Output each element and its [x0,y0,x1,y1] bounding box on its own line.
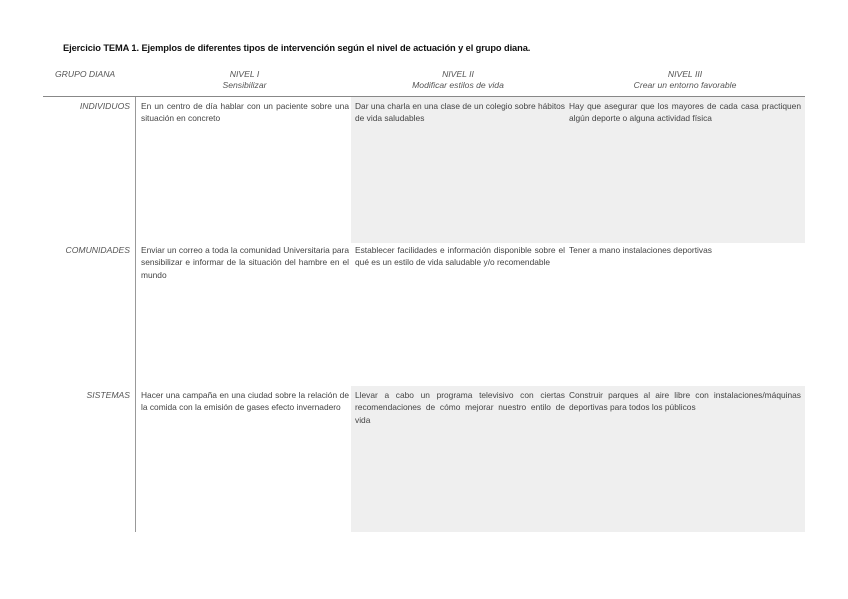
cell-comunidades-nivel-2: Establecer facilidades e información disponible sobre el qué es un estilo de vida saludable y/o recomendable [355,245,565,268]
document-title: Ejercicio TEMA 1. Ejemplos de diferentes tipos de intervención según el nivel de actuación y el grupo diana. [63,43,531,53]
cell-sistemas-nivel-1: Hacer una campaña en una ciudad sobre la relación de la comida con la emisión de gases efecto invernadero [141,390,349,413]
header-nivel-2 [351,69,565,91]
cell-sistemas-nivel-2: Llevar a cabo un programa televisivo con ciertas recomendaciones de cómo mejorar nuestro entilo de vida [355,390,565,425]
cell-comunidades-nivel-1: Enviar un correo a toda la comunidad Universitaria para sensibilizar e informar de la situación del hambre en el mundo [141,245,349,280]
header-nivel-2-subtitle: Modificar estilos de vida [412,80,504,90]
header-nivel-3-name: NIVEL III [667,69,703,79]
group-column-divider [135,97,136,532]
header-group-diana: GRUPO DIANA [55,69,116,79]
cell-individuos-nivel-2: Dar una charla en una clase de un colegio sobre hábitos de vida saludables [355,101,565,124]
header-nivel-1-name: NIVEL I [229,69,260,79]
row-label-comunidades: COMUNIDADES [65,245,130,255]
cell-sistemas-nivel-3: Construir parques al aire libre con instalaciones/máquinas deportivas para todos los públicos [569,390,801,413]
row-label-individuos: INDIVIDUOS [79,101,130,111]
header-nivel-3 [565,69,805,91]
row-label-sistemas: SISTEMAS [86,390,130,400]
cell-individuos-nivel-1: En un centro de día hablar con un paciente sobre una situación en concreto [141,101,349,124]
cell-individuos-nivel-3: Hay que asegurar que los mayores de cada casa practiquen algún deporte o alguna actividad física [569,101,801,124]
header-nivel-2-name: NIVEL II [442,69,474,79]
header-nivel-1 [138,69,351,91]
header-nivel-3-subtitle: Crear un entorno favorable [633,80,737,90]
cell-comunidades-nivel-3: Tener a mano instalaciones deportivas [569,245,712,255]
header-nivel-1-subtitle: Sensibilizar [222,80,267,90]
